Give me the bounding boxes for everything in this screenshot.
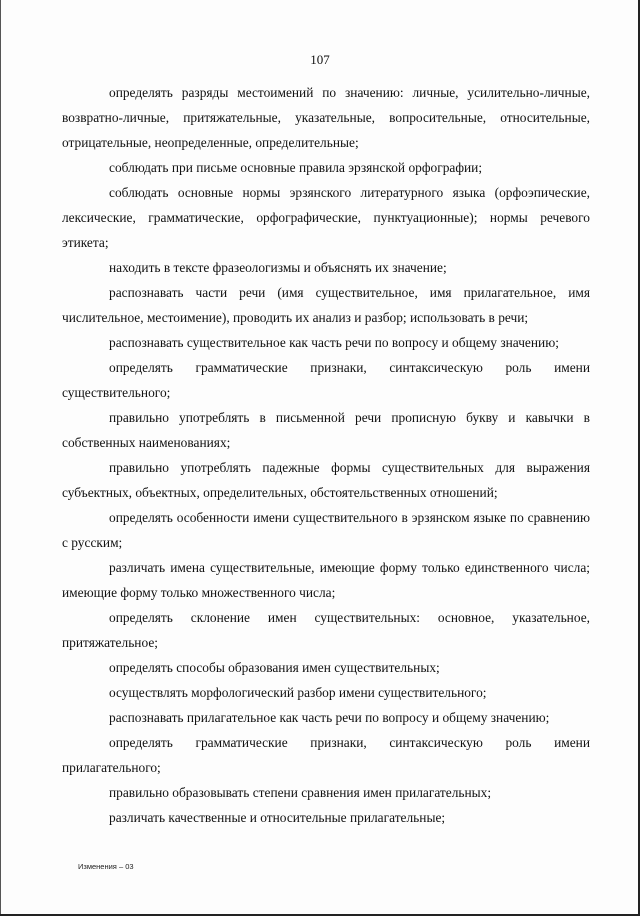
paragraph: определять разряды местоимений по значению: личные, усилительно-личные, возвратно-личные, притяжательные, указательные, вопросительные, относительные, отрицательные, неопределенные, определительные;: [62, 85, 590, 150]
paragraph: распознавать части речи (имя существительное, имя прилагательное, имя числительное, местоимение), проводить их анализ и разбор; использовать в речи;: [62, 285, 590, 325]
paragraph: правильно употреблять падежные формы существительных для выражения субъектных, объектных, определительных, обстоятельственных отношений;: [62, 460, 590, 500]
paragraph: определять склонение имен существительных: основное, указательное, притяжательное;: [62, 610, 590, 650]
paragraph: различать имена существительные, имеющие форму только единственного числа; имеющие форму только множественного числа;: [62, 560, 590, 600]
paragraph: правильно образовывать степени сравнения имен прилагательных;: [109, 785, 492, 800]
paragraph: распознавать существительное как часть речи по вопросу и общему значению;: [109, 335, 559, 350]
paragraph: находить в тексте фразеологизмы и объяснять их значение;: [109, 260, 447, 275]
paragraph: определять способы образования имен существительных;: [109, 660, 440, 675]
page-number: 107: [310, 52, 330, 67]
paragraph: различать качественные и относительные прилагательные;: [109, 810, 446, 825]
paragraph: соблюдать основные нормы эрзянского литературного языка (орфоэпические, лексические, грамматические, орфографические, пунктуационные); нормы речевого этикета;: [62, 185, 590, 250]
document-body: [62, 80, 590, 830]
paragraph: правильно употреблять в письменной речи прописную букву и кавычки в собственных наименованиях;: [62, 410, 590, 450]
paragraph: определять грамматические признаки, синтаксическую роль имени прилагательного;: [62, 735, 590, 775]
paragraph: определять грамматические признаки, синтаксическую роль имени существительного;: [62, 360, 590, 400]
scan-edge-left: [0, 0, 1, 916]
paragraph: соблюдать при письме основные правила эрзянской орфографии;: [109, 160, 483, 175]
paragraph: определять особенности имени существительного в эрзянском языке по сравнению с русским;: [62, 510, 590, 550]
paragraph: распознавать прилагательное как часть речи по вопросу и общему значению;: [109, 710, 550, 725]
paragraph: осуществлять морфологический разбор имени существительного;: [109, 685, 487, 700]
revision-footer: Изменения – 03: [78, 862, 134, 871]
